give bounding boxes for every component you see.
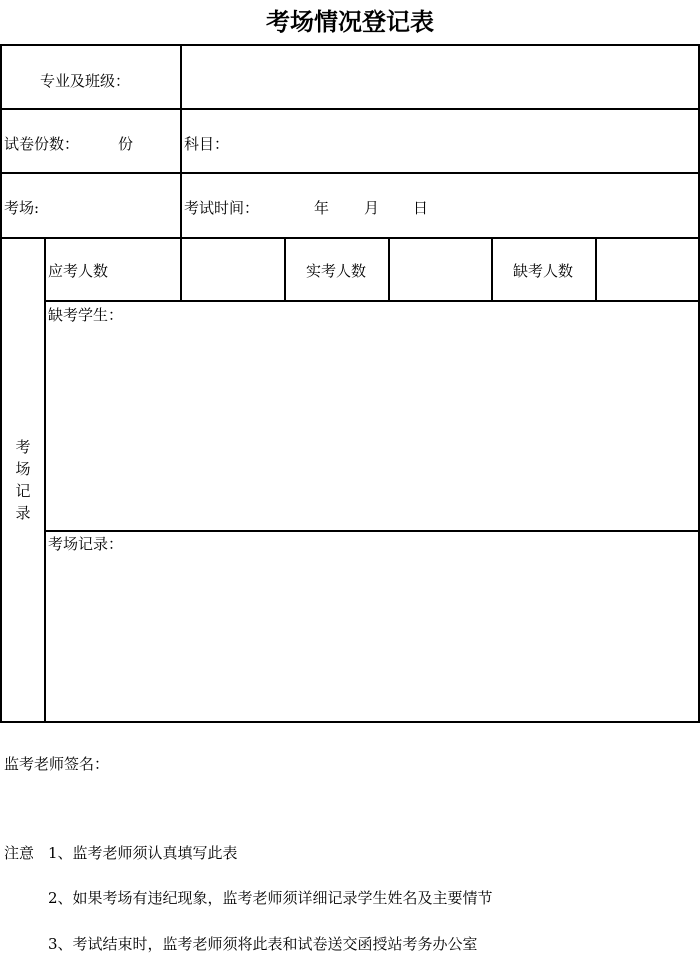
- expected-count-label: 应考人数: [48, 262, 109, 280]
- absent-count-field[interactable]: [599, 240, 696, 298]
- invigilator-signature-label: 监考老师签名：: [4, 755, 110, 773]
- month-label: 月: [364, 199, 380, 217]
- notice-item: 3、考试结束时，监考老师须将此表和试卷送交函授站考务办公室: [48, 935, 478, 953]
- table-border-bottom: [0, 721, 700, 723]
- notice-prefix: 注意: [4, 844, 35, 862]
- column-divider: [44, 237, 46, 723]
- subject-field[interactable]: [232, 111, 696, 171]
- expected-count-field[interactable]: [184, 240, 282, 298]
- invigilator-signature-field[interactable]: [108, 748, 696, 778]
- record-side-label: 考场记录: [15, 438, 31, 522]
- absent-students-field[interactable]: [48, 326, 696, 528]
- row-divider: [44, 300, 700, 302]
- column-divider: [491, 237, 493, 302]
- exam-room-label: 考场:: [4, 199, 40, 217]
- column-divider: [284, 237, 286, 302]
- exam-notes-label: 考场记录：: [48, 535, 124, 553]
- form-title: 考场情况登记表: [266, 8, 434, 36]
- column-divider: [595, 237, 597, 302]
- column-divider: [388, 237, 390, 302]
- papers-count-label: 试卷份数：: [4, 135, 80, 153]
- exam-time-label: 考试时间：: [184, 199, 260, 217]
- major-class-label: 专业及班级：: [40, 72, 131, 90]
- exam-day-field[interactable]: [384, 190, 412, 220]
- absent-students-label: 缺考学生：: [48, 306, 124, 324]
- exam-year-field[interactable]: [268, 190, 310, 220]
- subject-label: 科目：: [184, 135, 230, 153]
- record-side-cell: [2, 239, 44, 721]
- year-label: 年: [314, 199, 330, 217]
- notice-item: 2、如果考场有违纪现象，监考老师须详细记录学生姓名及主要情节: [48, 889, 493, 907]
- column-divider: [180, 44, 182, 239]
- exam-room-field[interactable]: [48, 175, 178, 235]
- row-divider: [0, 108, 700, 110]
- column-divider: [180, 237, 182, 302]
- row-divider: [44, 530, 700, 532]
- papers-unit: 份: [118, 135, 134, 153]
- papers-count-field[interactable]: [78, 128, 116, 158]
- table-border-top: [0, 44, 700, 46]
- actual-count-field[interactable]: [392, 240, 489, 298]
- exam-notes-field[interactable]: [48, 556, 696, 719]
- day-label: 日: [413, 199, 429, 217]
- major-class-field[interactable]: [184, 47, 696, 107]
- absent-count-label: 缺考人数: [513, 262, 574, 280]
- actual-count-label: 实考人数: [306, 262, 367, 280]
- notice-item: 1、监考老师须认真填写此表: [48, 844, 238, 862]
- row-divider: [0, 172, 700, 174]
- exam-month-field[interactable]: [334, 190, 362, 220]
